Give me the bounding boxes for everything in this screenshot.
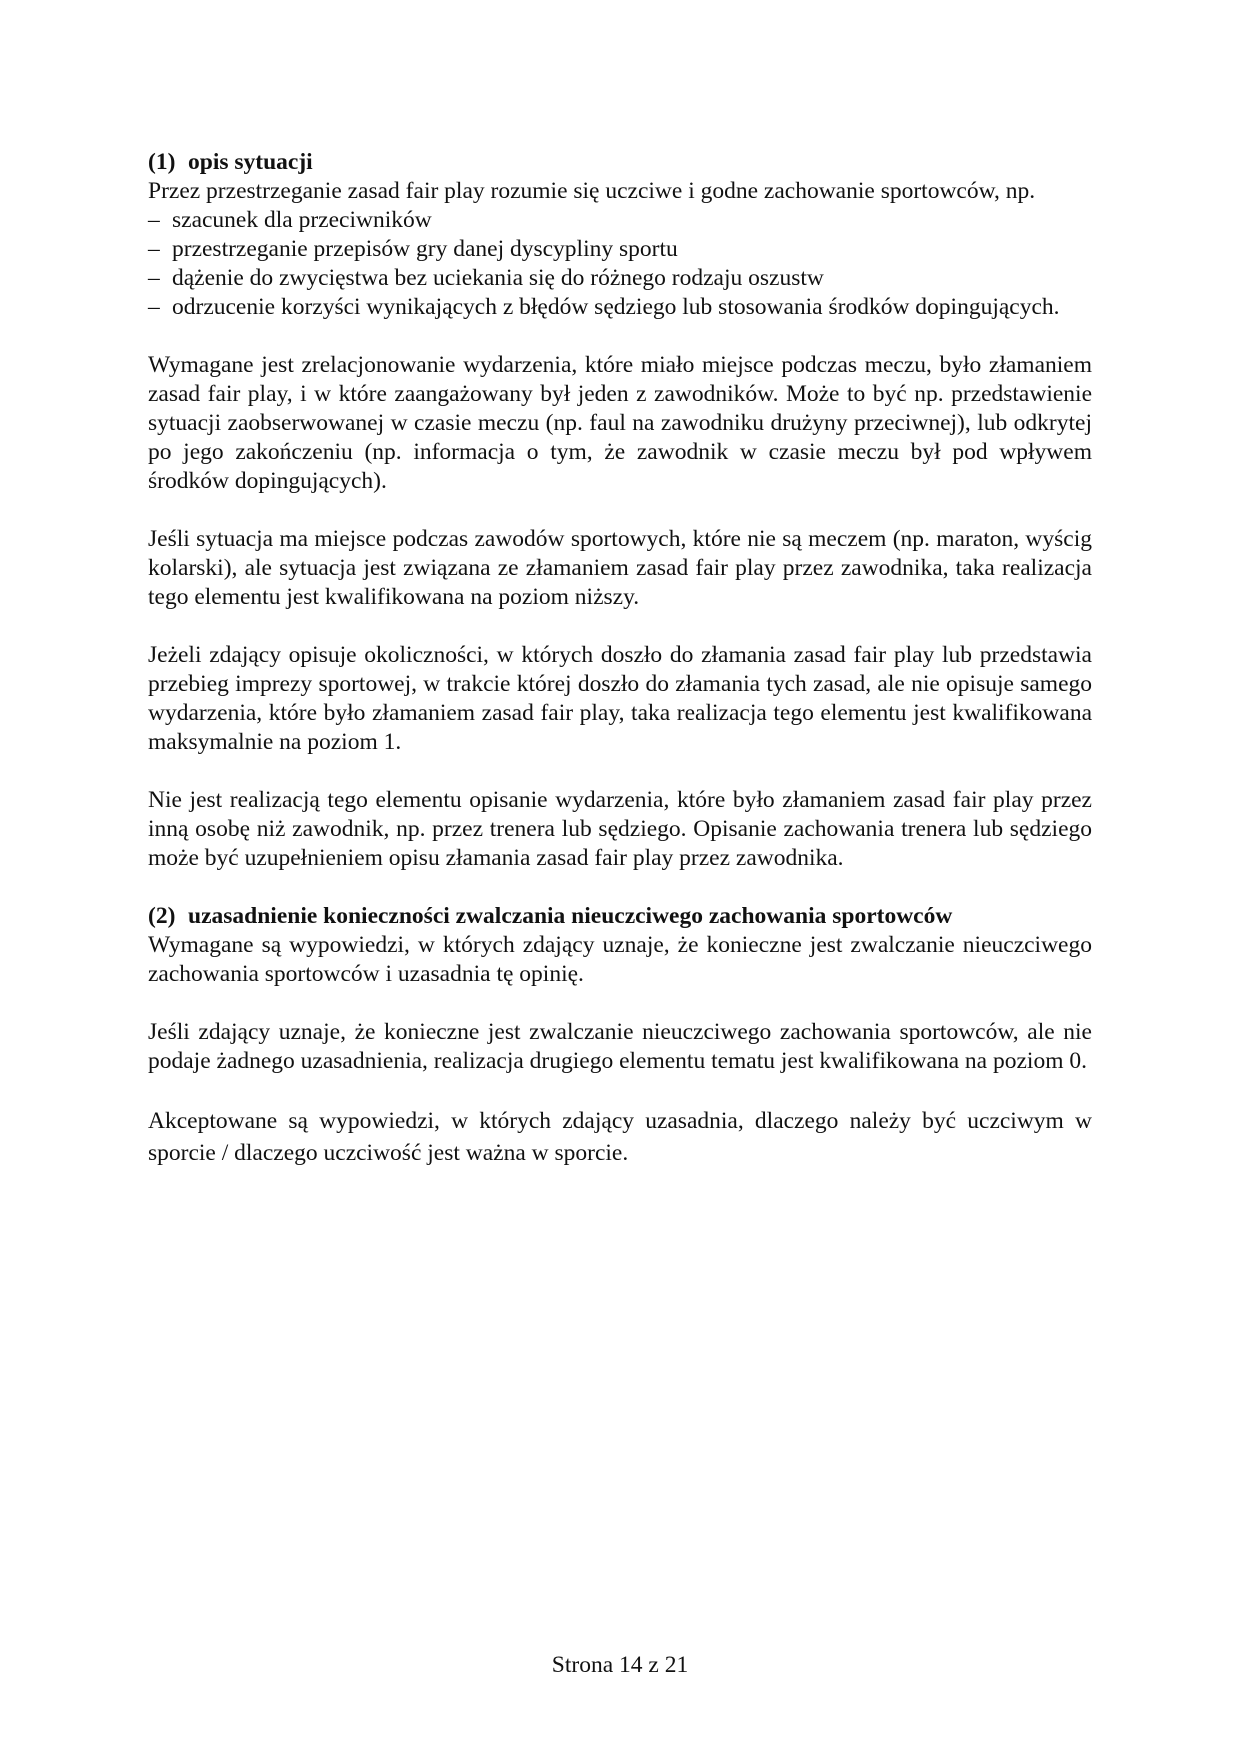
section-1-paragraph-1: Wymagane jest zrelacjonowanie wydarzenia, które miało miejsce podczas meczu, było złamaniem zasad fair play, i w które zaangażowany był jeden z zawodników. Może to być np. przedstawienie sytuacji zaobserwowanej w czasie meczu (np. faul na zawodniku drużyny przeciwnej), lub odkrytej po jego zakończeniu (np. informacja o tym, że zawodnik w czasie meczu był pod wpływem środków dopingujących).	[148, 352, 1092, 494]
section-2-paragraph-1: Wymagane są wypowiedzi, w których zdający uznaje, że konieczne jest zwalczanie nieuczciwego zachowania sportowców i uzasadnia tę opinię.	[148, 932, 1092, 987]
section-2-paragraph-2: Jeśli zdający uznaje, że konieczne jest zwalczanie nieuczciwego zachowania sportowców, ale nie podaje żadnego uzasadnienia, realizacja drugiego elementu tematu jest kwalifikowana na poziom 0.	[148, 1019, 1092, 1074]
section-1-intro: Przez przestrzeganie zasad fair play rozumie się uczciwe i godne zachowanie sportowców, np.	[148, 178, 1036, 204]
section-1-paragraph-2: Jeśli sytuacja ma miejsce podczas zawodów sportowych, które nie są meczem (np. maraton, wyścig kolarski), ale sytuacja jest związana ze złamaniem zasad fair play przez zawodnika, taka realizacja tego elementu jest kwalifikowana na poziom niższy.	[148, 526, 1092, 610]
dash-marker: –	[148, 236, 160, 262]
section-2-paragraph-3: Akceptowane są wypowiedzi, w których zdający uzasadnia, dlaczego należy być uczciwym w sporcie / dlaczego uczciwość jest ważna w sporcie.	[148, 1108, 1092, 1166]
dash-marker: –	[148, 265, 160, 291]
section-1-title: opis sytuacji	[188, 149, 313, 175]
dash-marker: –	[148, 294, 160, 320]
list-item: – przestrzeganie przepisów gry danej dyscypliny sportu	[148, 236, 678, 262]
section-1-number: (1)	[148, 149, 176, 175]
document-body	[148, 148, 1092, 1169]
section-1-paragraph-4: Nie jest realizacją tego elementu opisanie wydarzenia, które było złamaniem zasad fair play przez inną osobę niż zawodnik, np. przez trenera lub sędziego. Opisanie zachowania trenera lub sędziego może być uzupełnieniem opisu złamania zasad fair play przez zawodnika.	[148, 787, 1092, 871]
section-2-number: (2)	[148, 903, 176, 929]
section-1-paragraph-3: Jeżeli zdający opisuje okoliczności, w których doszło do złamania zasad fair play lub przedstawia przebieg imprezy sportowej, w trakcie której doszło do złamania tych zasad, ale nie opisuje samego wydarzenia, które było złamaniem zasad fair play, taka realizacja tego elementu jest kwalifikowana maksymalnie na poziom 1.	[148, 642, 1092, 755]
list-item: – dążenie do zwycięstwa bez uciekania się do różnego rodzaju oszustw	[148, 265, 824, 291]
section-1-heading	[148, 148, 1092, 177]
dash-marker: –	[148, 207, 160, 233]
page-number-footer: Strona 14 z 21	[551, 1652, 689, 1678]
section-2-heading	[148, 902, 1092, 931]
fair-play-list	[148, 206, 1092, 322]
list-item: – szacunek dla przeciwników	[148, 207, 432, 233]
section-2-title: uzasadnienie konieczności zwalczania nieuczciwego zachowania sportowców	[188, 903, 953, 929]
list-item: – odrzucenie korzyści wynikających z błędów sędziego lub stosowania środków dopingujących.	[148, 294, 1060, 320]
